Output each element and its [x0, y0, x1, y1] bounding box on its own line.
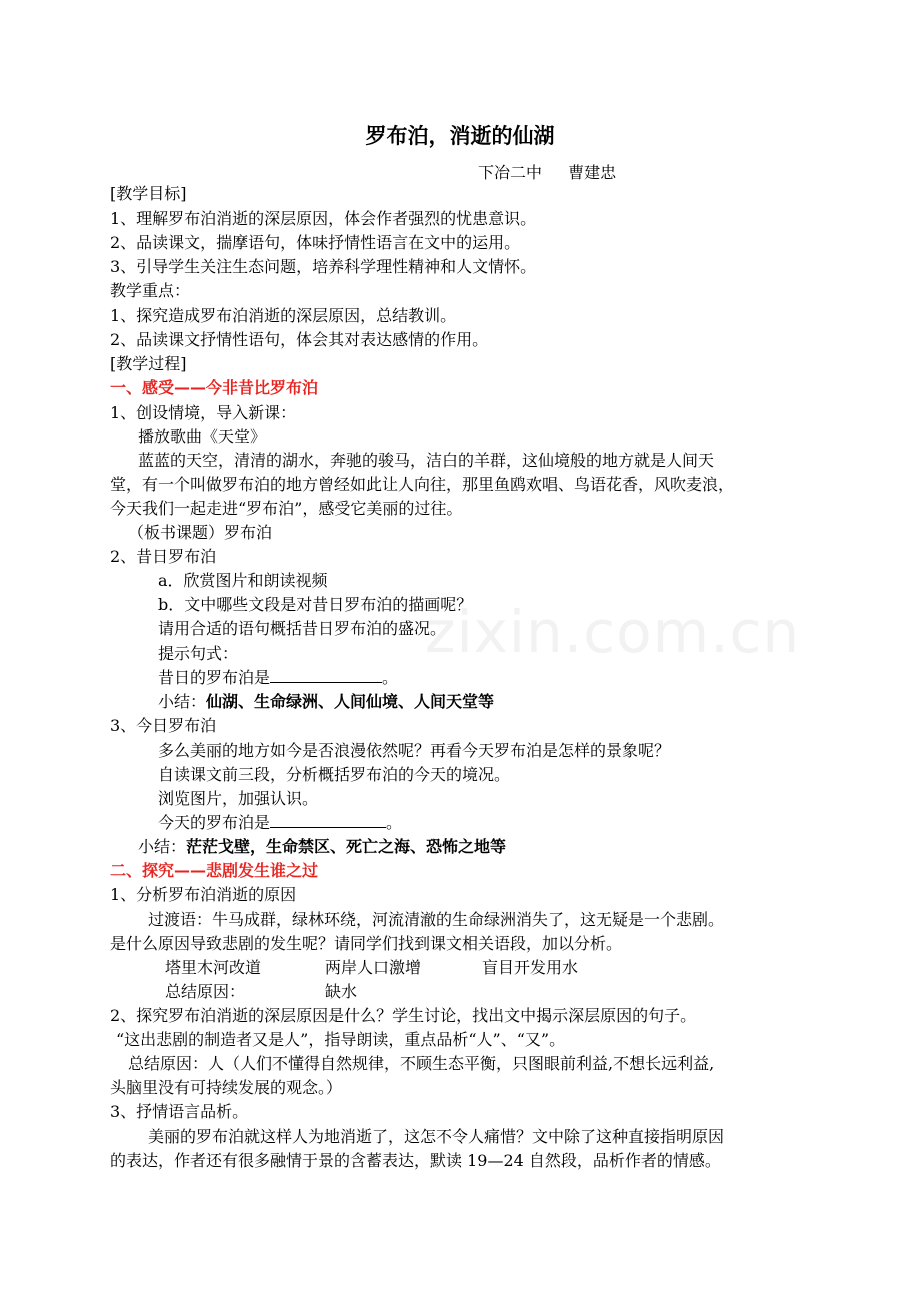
focus-item: 2、品读课文抒情性语句，体会其对表达感情的作用。: [110, 330, 489, 349]
fill-blank-prompt: 昔日的罗布泊是: [158, 668, 271, 687]
step-heading: 3、抒情语言品析。: [110, 1102, 249, 1121]
summary-answer: 仙湖、生命绿洲、人间仙境、人间天堂等: [206, 692, 495, 711]
summary-label: 小结：: [158, 692, 207, 711]
blank-underline: [270, 813, 386, 828]
paragraph-line: 浏览图片，加强认识。: [158, 789, 319, 808]
cause-item: 塔里木河改道: [165, 958, 262, 977]
paragraph-line: 的表达，作者还有很多融情于景的含蓄表达，默读 19—24 自然段，品析作者的情感。: [110, 1151, 721, 1170]
fill-blank-line: [158, 667, 398, 689]
paragraph-line: 过渡语：牛马成群，绿林环绕，河流清澈的生命绿洲消失了，这无疑是一个悲剧。: [148, 910, 725, 929]
step-heading: 1、创设情境，导入新课：: [110, 403, 297, 422]
document-title: 罗布泊，消逝的仙湖: [365, 124, 555, 148]
step-heading: 3、今日罗布泊: [110, 716, 217, 735]
paragraph-line: 堂，有一个叫做罗布泊的地方曾经如此让人向往，那里鱼鸥欢唱、鸟语花香，风吹麦浪，: [110, 475, 735, 494]
part-heading-two: 二、探究——悲剧发生谁之过: [110, 861, 319, 880]
summary-answer: 茫茫戈壁，生命禁区、死亡之海、恐怖之地等: [186, 837, 507, 856]
step-heading: 1、分析罗布泊消逝的原因: [110, 885, 297, 904]
summary-line: [158, 691, 494, 713]
step-heading: 2、昔日罗布泊: [110, 547, 217, 566]
paragraph-line: 提示句式：: [158, 644, 239, 663]
paragraph-line: 蓝蓝的天空，清清的湖水，奔驰的骏马，洁白的羊群，这仙境般的地方就是人间天: [138, 451, 715, 470]
objective-item: 1、理解罗布泊消逝的深层原因，体会作者强烈的忧患意识。: [110, 209, 537, 228]
paragraph-line: 头脑里没有可持续发展的观念。）: [110, 1078, 343, 1097]
objective-item: 2、品读课文，揣摩语句，体味抒情性语言在文中的运用。: [110, 233, 521, 252]
fill-blank-end: 。: [386, 813, 403, 832]
paragraph-line: 是什么原因导致悲剧的发生呢？请同学们找到课文相关语段，加以分析。: [110, 934, 623, 953]
summary-line: [138, 836, 506, 858]
paragraph-line: 总结原因：人（人们不懂得自然规律，不顾生态平衡，只图眼前利益,不想长远利益,: [128, 1054, 715, 1073]
section-heading-objectives: [教学目标]: [110, 184, 187, 203]
paragraph-line: a．欣赏图片和朗读视频: [158, 571, 328, 590]
step-heading: 2、探究罗布泊消逝的深层原因是什么？学生讨论，找出文中揭示深层原因的句子。: [110, 1006, 697, 1025]
summary-label: 小结：: [138, 837, 187, 856]
blank-underline: [270, 668, 382, 683]
fill-blank-prompt: 今天的罗布泊是: [158, 813, 271, 832]
paragraph-line: 播放歌曲《天堂》: [138, 427, 267, 446]
cause-item: 两岸人口激增: [325, 958, 422, 977]
part-heading-one: 一、感受——今非昔比罗布泊: [110, 378, 319, 397]
paragraph-line: 多么美丽的地方如今是否浪漫依然呢？再看今天罗布泊是怎样的景象呢？: [158, 741, 671, 760]
cause-summary-label: 总结原因：: [165, 982, 246, 1001]
watermark: zixin.com.cn: [425, 598, 801, 666]
paragraph-line: “这出悲剧的制造者又是人”，指导朗读，重点品析“人”、“又”。: [116, 1030, 566, 1049]
objective-item: 3、引导学生关注生态问题，培养科学理性精神和人文情怀。: [110, 257, 537, 276]
cause-summary-value: 缺水: [325, 982, 358, 1001]
section-heading-process: [教学过程]: [110, 354, 187, 373]
focus-item: 1、探究造成罗布泊消逝的深层原因，总结教训。: [110, 306, 457, 325]
paragraph-line: 美丽的罗布泊就这样人为地消逝了，这怎不令人痛惜？文中除了这种直接指明原因: [148, 1127, 725, 1146]
paragraph-line: 自读课文前三段，分析概括罗布泊的今天的境况。: [158, 765, 511, 784]
paragraph-line: 今天我们一起走进“罗布泊”，感受它美丽的过往。: [110, 499, 463, 518]
section-heading-focus: 教学重点：: [110, 281, 191, 300]
fill-blank-end: 。: [382, 668, 399, 687]
cause-item: 盲目开发用水: [482, 958, 579, 977]
author-line: 下冶二中 曹建忠: [478, 163, 617, 182]
paragraph-line: b．文中哪些文段是对昔日罗布泊的描画呢？: [158, 595, 473, 614]
paragraph-line: 请用合适的语句概括昔日罗布泊的盛况。: [158, 619, 447, 638]
paragraph-line: （板书课题）罗布泊: [128, 523, 273, 542]
fill-blank-line: [158, 812, 402, 834]
